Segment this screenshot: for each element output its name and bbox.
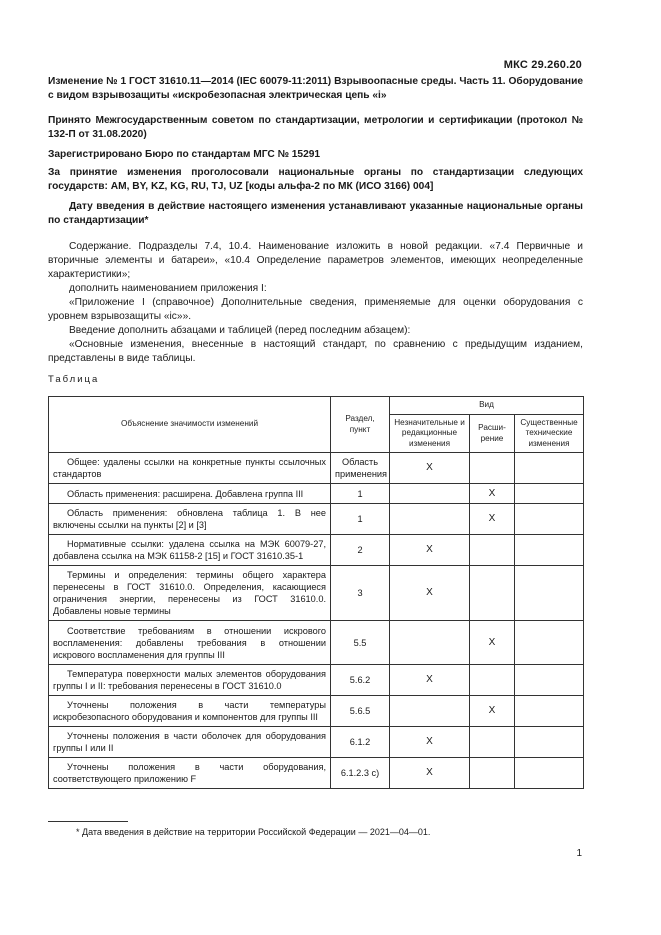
header-section: Раздел, пункт (331, 397, 390, 453)
effective-date-note: Дату введения в действие настоящего изменения устанавливают указанные национальные органы по стандартизации* (48, 201, 583, 226)
table-row (49, 696, 584, 727)
row-description: Общее: удалены ссылки на конкретные пункты ссылочных стандартов (49, 453, 331, 484)
row-description: Нормативные ссылки: удалена ссылка на МЭК 60079-27, добавлена ссылка на МЭК 61158-2 [15] и ГОСТ 31610.35-1 (49, 535, 331, 566)
row-section: Область применения (331, 453, 390, 484)
header-kind: Вид (390, 397, 584, 415)
classification-code: МКС 29.260.20 (503, 59, 582, 71)
header-description: Объяснение значимости изменений (49, 397, 331, 453)
voting-note: За принятие изменения проголосовали национальные органы по стандартизации следующих государств: AM, BY, KZ, KG, RU, TJ, UZ [коды альфа-2 по МК (ИСО 3166) 004] (48, 167, 583, 192)
row-extension-mark: X (470, 504, 515, 535)
row-minor-mark: X (390, 566, 470, 621)
row-major-mark (515, 696, 584, 727)
table-row (49, 621, 584, 665)
row-section: 6.1.2.3 c) (331, 758, 390, 789)
body-text (48, 240, 583, 366)
header-extension: Расши-рение (470, 415, 515, 453)
row-minor-mark (390, 504, 470, 535)
table-row (49, 758, 584, 789)
row-major-mark (515, 504, 584, 535)
adoption-note: Принято Межгосударственным советом по стандартизации, метрологии и сертификации (протокол № 132-П от 31.08.2020) (48, 115, 583, 140)
row-description: Термины и определения: термины общего характера перенесены в ГОСТ 31610.0. Определения, касающиеся ограничения энергии, перенесены из ГОСТ 31610.0. Добавлены новые термины (49, 566, 331, 621)
row-description: Уточнены положения в части оболочек для оборудования группы I или II (49, 727, 331, 758)
row-minor-mark: X (390, 758, 470, 789)
row-section: 1 (331, 484, 390, 504)
footnote-divider (48, 821, 128, 822)
table-row (49, 484, 584, 504)
table-row (49, 727, 584, 758)
row-major-mark (515, 727, 584, 758)
table-row (49, 665, 584, 696)
row-section: 5.5 (331, 621, 390, 665)
table-row (49, 535, 584, 566)
row-major-mark (515, 535, 584, 566)
row-description: Уточнены положения в части температуры искробезопасного оборудования и компонентов для группы III (49, 696, 331, 727)
row-description: Температура поверхности малых элементов оборудования группы I и II: требования перенесены в ГОСТ 31610.0 (49, 665, 331, 696)
row-extension-mark: X (470, 621, 515, 665)
row-major-mark (515, 621, 584, 665)
row-section: 5.6.2 (331, 665, 390, 696)
row-description: Область применения: расширена. Добавлена группа III (49, 484, 331, 504)
header-minor: Незначительные и редакционные изменения (390, 415, 470, 453)
page-number: 1 (576, 848, 582, 859)
row-major-mark (515, 665, 584, 696)
table-row (49, 453, 584, 484)
row-minor-mark: X (390, 727, 470, 758)
footnote: * Дата введения в действие на территории Российской Федерации — 2021—04—01. (76, 827, 431, 837)
intro-paragraph: Введение дополнить абзацами и таблицей (перед последним абзацем): (69, 325, 411, 336)
row-minor-mark: X (390, 665, 470, 696)
row-major-mark (515, 484, 584, 504)
row-minor-mark (390, 696, 470, 727)
row-minor-mark (390, 621, 470, 665)
row-extension-mark (470, 758, 515, 789)
row-extension-mark (470, 665, 515, 696)
table-caption: Таблица (48, 374, 100, 385)
row-description: Соответствие требованиям в отношении искрового воспламенения: добавлены требования в отношении искрового воспламенения для группы III (49, 621, 331, 665)
contents-paragraph: Содержание. Подразделы 7.4, 10.4. Наименование изложить в новой редакции. «7.4 Первичные и вторичные элементы и батареи», «10.4 Определение параметров элементов, имеющих неопределенные характеристики»; (48, 241, 583, 280)
row-major-mark (515, 566, 584, 621)
registration-note: Зарегистрировано Бюро по стандартам МГС № 15291 (48, 149, 321, 160)
row-minor-mark (390, 484, 470, 504)
changes-table (48, 396, 584, 789)
row-extension-mark (470, 727, 515, 758)
row-minor-mark: X (390, 535, 470, 566)
row-section: 6.1.2 (331, 727, 390, 758)
row-section: 2 (331, 535, 390, 566)
row-extension-mark (470, 566, 515, 621)
row-section: 3 (331, 566, 390, 621)
row-major-mark (515, 758, 584, 789)
header-major: Существенные технические изменения (515, 415, 584, 453)
table-row (49, 504, 584, 535)
row-extension-mark (470, 453, 515, 484)
row-section: 5.6.5 (331, 696, 390, 727)
amendment-title: Изменение № 1 ГОСТ 31610.11—2014 (IEC 60079-11:2011) Взрывоопасные среды. Часть 11. Оборудование с видом взрывозащиты «искробезопасная электрическая цепь «i» (48, 76, 583, 101)
row-extension-mark (470, 535, 515, 566)
row-major-mark (515, 453, 584, 484)
changes-paragraph: «Основные изменения, внесенные в настоящий стандарт, по сравнению с предыдущим изданием, представлены в виде таблицы. (48, 339, 583, 364)
row-section: 1 (331, 504, 390, 535)
row-description: Область применения: обновлена таблица 1. В нее включены ссылки на пункты [2] и [3] (49, 504, 331, 535)
append-paragraph: дополнить наименованием приложения I: (69, 283, 267, 294)
row-description: Уточнены положения в части оборудования, соответствующего приложению F (49, 758, 331, 789)
row-extension-mark: X (470, 484, 515, 504)
row-minor-mark: X (390, 453, 470, 484)
row-extension-mark: X (470, 696, 515, 727)
table-row (49, 566, 584, 621)
appendix-paragraph: «Приложение I (справочное) Дополнительные сведения, применяемые для оценки оборудования с уровнем взрывозащиты «ic»». (48, 297, 583, 322)
